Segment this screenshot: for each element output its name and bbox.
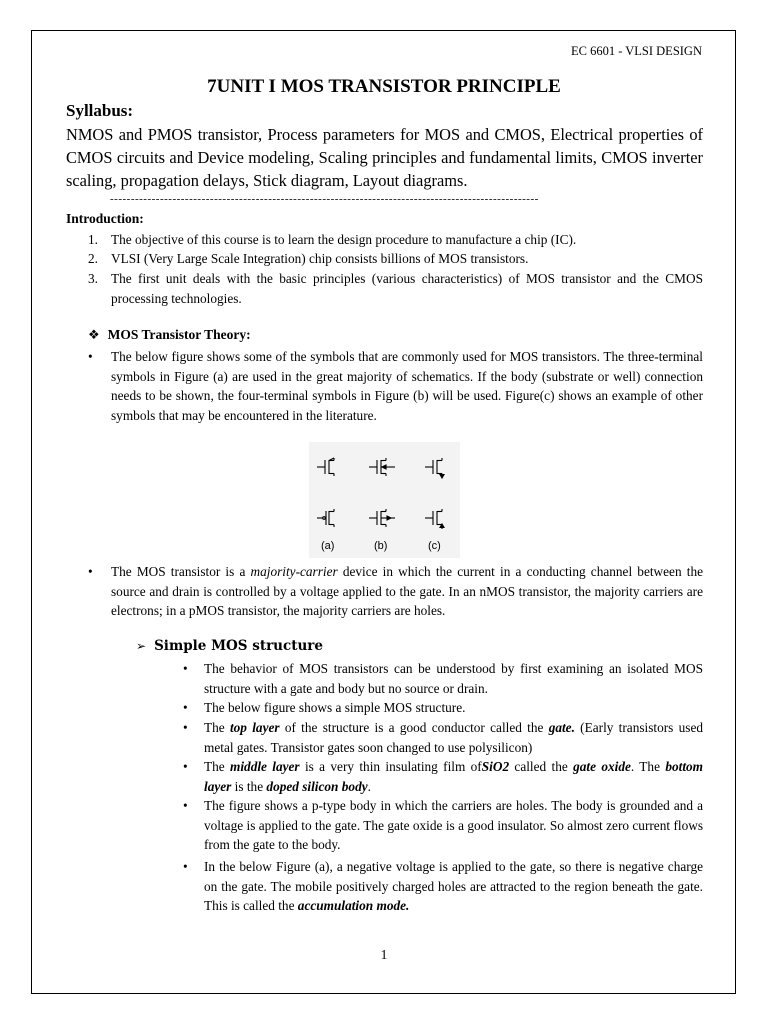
bullet-text: The below figure shows some of the symbols that are commonly used for MOS transistors. The three-terminal symbols in Figure (a) are used in the great majority of schematics. If the body (substrate or well) connection needs to be shown, the four-terminal symbols in Figure (b) will be used. Figure(c) shows an example of other symbols that may be encountered in the literature.	[111, 349, 703, 423]
section-divider: -------------------------------------------------------------------------------------------------------	[110, 193, 539, 205]
diamond-bullet-icon: ❖	[88, 327, 100, 342]
sub-bullet-item	[183, 698, 703, 718]
syllabus-text: NMOS and PMOS transistor, Process parameters for MOS and CMOS, Electrical properties of CMOS circuits and Device modeling, Scaling principles and fundamental limits, CMOS inverter scaling, propagation delays, Stick diagram, Layout diagrams.	[66, 125, 703, 190]
mos-symbols-figure	[309, 442, 460, 558]
list-item	[88, 230, 703, 250]
bullet-icon: •	[88, 349, 93, 364]
bullet-text: The MOS transistor is a majority-carrier device in which the current in a conducting channel between the source and drain is controlled by a voltage applied to the gate. In an nMOS transistor, the majority carriers are electrons; in a pMOS transistor, the majority carriers are holes.	[111, 564, 703, 618]
bullet-text: The figure shows a p-type body in which the carriers are holes. The body is grounded and a voltage is applied to the gate. The gate oxide is a good insulator. So almost zero current flows from the gate to the body.	[204, 798, 703, 852]
bullet-icon: •	[183, 661, 188, 676]
simple-mos-structure-heading-text: Simple MOS structure	[154, 638, 323, 654]
sub-bullet-item	[183, 718, 703, 757]
bullet-text: In the below Figure (a), a negative voltage is applied to the gate, so there is negative charge on the gate. The mobile positively charged holes are attracted to the region beneath the gate. This is called the accumulation mode.	[204, 859, 703, 913]
bullet-item	[88, 347, 703, 425]
nmos-4-terminal-symbol	[369, 458, 395, 476]
alt-nmos-symbol	[425, 458, 444, 478]
mos-theory-heading-text: MOS Transistor Theory:	[107, 327, 251, 342]
list-number: 1.	[88, 232, 98, 247]
figure-caption-b: (b)	[374, 540, 388, 552]
sub-bullet-item	[183, 757, 703, 796]
list-number: 2.	[88, 251, 98, 266]
bullet-text: The below figure shows a simple MOS structure.	[204, 700, 466, 715]
sub-bullet-item	[183, 659, 703, 698]
sub-bullet-item	[183, 796, 703, 855]
bullet-icon: •	[183, 859, 188, 874]
page-title: 7UNIT I MOS TRANSISTOR PRINCIPLE	[207, 76, 561, 97]
bullet-icon: •	[183, 798, 188, 813]
bullet-text: The middle layer is a very thin insulating film ofSiO2 called the gate oxide. The bottom layer is the doped silicon body.	[204, 759, 704, 794]
alt-pmos-symbol	[425, 509, 444, 529]
syllabus-heading: Syllabus:	[66, 101, 134, 120]
pmos-4-terminal-symbol	[369, 509, 395, 527]
course-code-header: EC 6601 - VLSI DESIGN	[570, 44, 702, 58]
bullet-icon: •	[183, 759, 188, 774]
arrow-bullet-icon: ➢	[136, 639, 147, 653]
page-number: 1	[380, 947, 388, 962]
simple-mos-structure-heading	[136, 638, 323, 654]
list-text: The objective of this course is to learn the design procedure to manufacture a chip (IC).	[111, 232, 577, 247]
nmos-3-terminal-symbol	[317, 458, 334, 476]
bullet-icon: •	[183, 720, 188, 735]
bullet-icon: •	[183, 700, 188, 715]
mos-theory-heading	[88, 327, 251, 343]
pmos-3-terminal-symbol	[317, 509, 334, 527]
sub-bullet-item	[183, 857, 703, 916]
figure-caption-c: (c)	[428, 540, 441, 552]
figure-caption-a: (a)	[321, 540, 335, 552]
list-item	[88, 249, 703, 269]
bullet-text: The top layer of the structure is a good conductor called the gate. (Early transistors used metal gates. Transistor gates soon changed to use polysilicon)	[204, 720, 703, 755]
bullet-icon: •	[88, 564, 93, 579]
bullet-item	[88, 562, 703, 621]
list-text: VLSI (Very Large Scale Integration) chip consists billions of MOS transistors.	[111, 251, 529, 266]
list-item	[88, 269, 703, 308]
bullet-text: The behavior of MOS transistors can be understood by first examining an isolated MOS structure with a gate and body but no source or drain.	[204, 661, 703, 696]
list-text: The first unit deals with the basic principles (various characteristics) of MOS transistor and the CMOS processing technologies.	[111, 271, 703, 306]
list-number: 3.	[88, 271, 98, 286]
introduction-heading: Introduction:	[66, 211, 144, 226]
